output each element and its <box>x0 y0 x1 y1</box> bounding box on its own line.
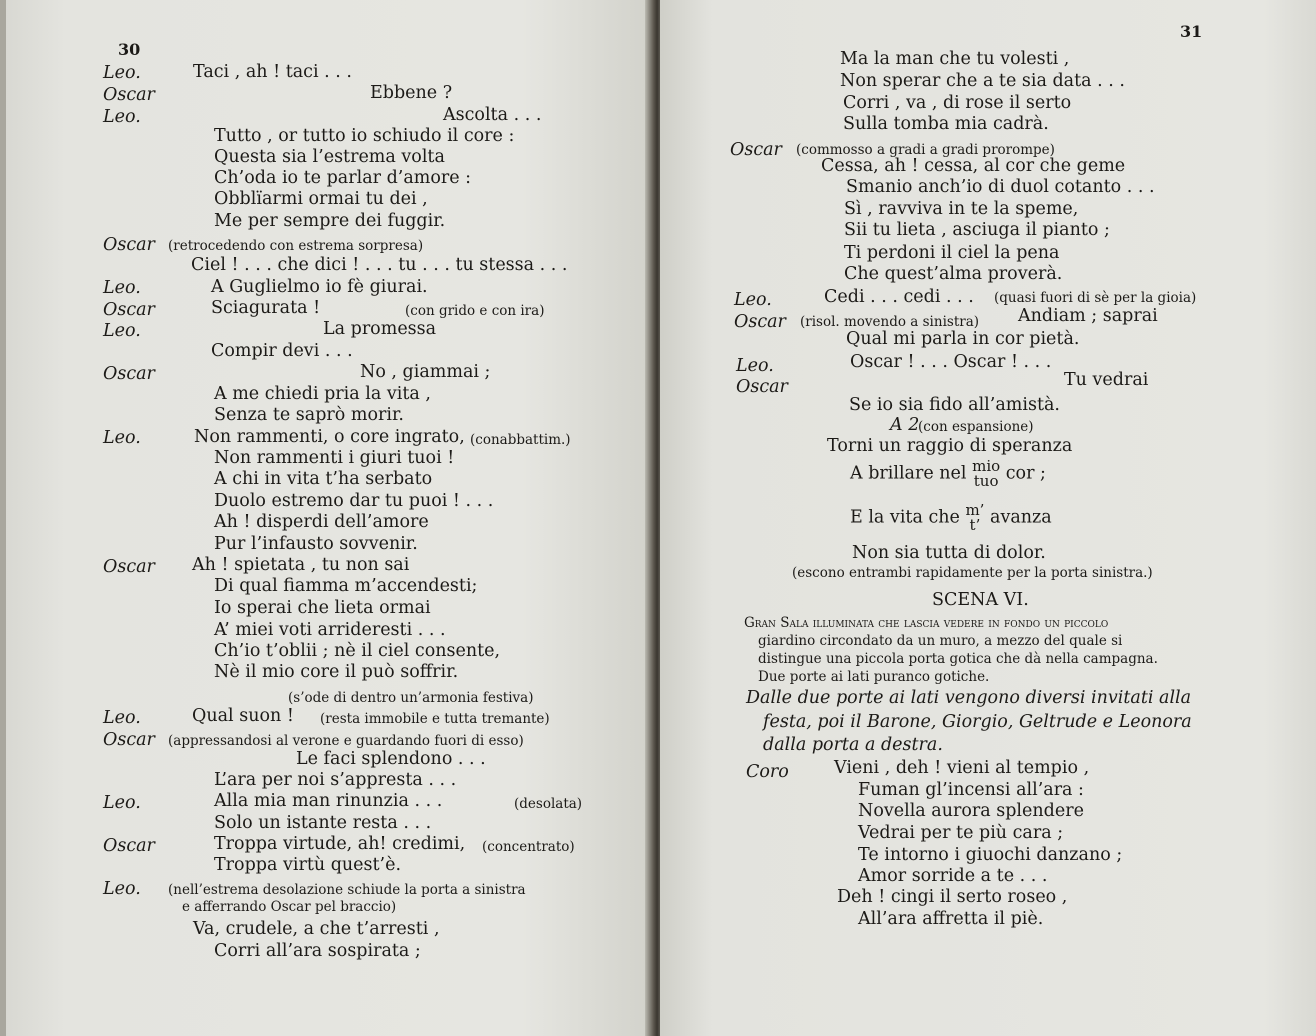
text-after: cor ; <box>1005 463 1046 484</box>
verse-line: Qual suon ! <box>192 706 294 726</box>
verse-line: Cessa, ah ! cessa, al cor che geme <box>821 156 1126 176</box>
right-page <box>660 0 1316 1036</box>
stage-direction: (s’ode di dentro un’armonia festiva) <box>288 690 534 706</box>
verse-line: Ascolta . . . <box>443 105 542 125</box>
verse-line: Non sia tutta di dolor. <box>852 543 1046 563</box>
entrance-note: festa, poi il Barone, Giorgio, Geltrude e Leonora <box>763 712 1192 732</box>
verse-line: Ch’io t’oblii ; nè il ciel consente, <box>214 641 501 661</box>
speaker: Leo. <box>103 879 141 899</box>
verse-line: Qual mi parla in cor pietà. <box>846 329 1080 349</box>
verse-line: Novella aurora splendere <box>858 801 1084 821</box>
verse-line: Fuman gl’incensi all’ara : <box>858 780 1084 800</box>
verse-line: Ebbene ? <box>370 83 453 103</box>
verse-line: Non sperar che a te sia data . . . <box>840 71 1125 91</box>
verse-line: Taci , ah ! taci . . . <box>193 62 352 82</box>
verse-line: Ma la man che tu volesti , <box>840 49 1070 69</box>
stage-direction: (commosso a gradi a gradi prorompe) <box>796 142 1055 158</box>
speaker: Oscar <box>103 557 155 577</box>
verse-line: Me per sempre dei fuggir. <box>214 211 446 231</box>
speaker: Leo. <box>103 278 141 298</box>
scene-description: giardino circondato da un muro, a mezzo del quale si <box>758 633 1123 649</box>
verse-line: Corri all’ara sospirata ; <box>214 941 421 961</box>
verse-line: Obblïarmi ormai tu dei , <box>214 189 428 209</box>
scene-description: Gran Sala illuminata che lascia vedere in fondo un piccolo <box>744 615 1109 631</box>
verse-line: Le faci splendono . . . <box>296 749 486 769</box>
verse-line: Te intorno i giuochi danzano ; <box>858 845 1123 865</box>
verse-line: Corri , va , di rose il serto <box>843 93 1072 113</box>
speaker: Oscar <box>734 312 786 332</box>
verse-line: Vieni , deh ! vieni al tempio , <box>834 758 1090 778</box>
entrance-note: Dalle due porte ai lati vengono diversi invitati alla <box>746 688 1192 708</box>
verse-line: Troppa virtude, ah! credimi, <box>214 834 466 854</box>
speaker: Oscar <box>103 85 155 105</box>
verse-line: Senza te saprò morir. <box>214 405 404 425</box>
stage-direction: (desolata) <box>514 796 583 812</box>
stage-direction: (quasi fuori di sè per la gioia) <box>994 290 1197 306</box>
verse-line: Alla mia man rinunzia . . . <box>214 791 443 811</box>
verse-line: Ah ! spietata , tu non sai <box>192 555 410 575</box>
entrance-note: dalla porta a destra. <box>763 735 943 755</box>
page-number: 30 <box>118 40 141 59</box>
verse-line: All’ara affretta il piè. <box>858 909 1044 929</box>
stacked-variants: m’ t’ <box>965 501 985 534</box>
scene-description: distingue una piccola porta gotica che dà nella campagna. <box>758 651 1158 667</box>
stage-direction: (con espansione) <box>918 419 1034 435</box>
scene-heading: SCENA VI. <box>932 590 1029 610</box>
scene-description: Due porte ai lati puranco gotiche. <box>758 669 990 685</box>
verse-line: A Guglielmo io fè giurai. <box>211 277 428 297</box>
verse-line: Sciagurata ! <box>211 298 321 318</box>
verse-line: Ah ! disperdi dell’amore <box>214 512 429 532</box>
verse-line: Smanio anch’io di duol cotanto . . . <box>846 177 1155 197</box>
verse-line: Cedi . . . cedi . . . <box>824 287 974 307</box>
speaker: Leo. <box>103 793 141 813</box>
verse-line: Torni un raggio di speranza <box>827 436 1073 456</box>
verse-line: Sulla tomba mia cadrà. <box>843 114 1049 134</box>
verse-line: Va, crudele, a che t’arresti , <box>193 919 440 939</box>
verse-line: Di qual fiamma m’accendesti; <box>214 576 478 596</box>
verse-line: Nè il mio core il può soffrir. <box>214 662 459 682</box>
a-due-marker: A 2 <box>890 415 920 435</box>
verse-line: Deh ! cingi il serto roseo , <box>837 887 1068 907</box>
page-edge <box>0 0 6 1036</box>
verse-line: Andiam ; saprai <box>1018 306 1158 326</box>
stage-direction: (concentrato) <box>482 839 575 855</box>
verse-line: Non rammenti, o core ingrato, <box>194 427 465 447</box>
verse-line: Io sperai che lieta ormai <box>214 598 431 618</box>
verse-line: Tu vedrai <box>1064 370 1149 390</box>
verse-line: Amor sorride a te . . . <box>858 866 1048 886</box>
speaker: Oscar <box>103 300 155 320</box>
speaker: Coro <box>746 762 789 782</box>
verse-line: Tutto , or tutto io schiudo il core : <box>214 126 515 146</box>
stacked-variants: mio tuo <box>972 457 1001 490</box>
speaker: Leo. <box>103 107 141 127</box>
verse-line: Compir devi . . . <box>211 341 353 361</box>
stage-direction: (risol. movendo a sinistra) <box>800 314 980 330</box>
stage-direction: e afferrando Oscar pel braccio) <box>182 899 397 915</box>
verse-line: Ch’oda io te parlar d’amore : <box>214 168 472 188</box>
verse-line: Vedrai per te più cara ; <box>858 823 1064 843</box>
speaker: Leo. <box>736 356 774 376</box>
verse-line: Sì , ravviva in te la speme, <box>844 199 1079 219</box>
verse-line-stacked <box>850 459 1046 489</box>
verse-line: A’ miei voti arrideresti . . . <box>214 620 446 640</box>
speaker: Oscar <box>736 377 788 397</box>
verse-line: Solo un istante resta . . . <box>214 813 432 833</box>
stage-direction: (nell’estrema desolazione schiude la porta a sinistra <box>168 882 526 898</box>
verse-line: Questa sia l’estrema volta <box>214 147 445 167</box>
speaker: Oscar <box>103 730 155 750</box>
stage-direction: (conabbattim.) <box>470 432 571 448</box>
verse-line-stacked <box>850 503 1052 533</box>
speaker: Leo. <box>103 708 141 728</box>
page-number: 31 <box>1180 22 1203 41</box>
speaker: Leo. <box>734 290 772 310</box>
speaker: Oscar <box>103 836 155 856</box>
verse-line: Duolo estremo dar tu puoi ! . . . <box>214 491 494 511</box>
stage-direction: (resta immobile e tutta tremante) <box>320 711 550 727</box>
stage-direction: (appressandosi al verone e guardando fuori di esso) <box>168 733 524 749</box>
verse-line: Che quest’alma proverà. <box>844 264 1063 284</box>
speaker: Leo. <box>103 321 141 341</box>
verse-line: Se io sia fido all’amistà. <box>849 395 1060 415</box>
speaker: Leo. <box>103 63 141 83</box>
text-before: A brillare nel <box>850 463 967 484</box>
verse-line: A chi in vita t’ha serbato <box>214 469 433 489</box>
stage-direction: (retrocedendo con estrema sorpresa) <box>168 238 424 254</box>
verse-line: Pur l’infausto sovvenir. <box>214 534 418 554</box>
verse-line: No , giammai ; <box>360 362 491 382</box>
speaker: Oscar <box>103 235 155 255</box>
speaker: Oscar <box>103 364 155 384</box>
text-after: avanza <box>990 507 1052 528</box>
verse-line: Troppa virtù quest’è. <box>214 855 402 875</box>
verse-line: Ciel ! . . . che dici ! . . . tu . . . tu stessa . . . <box>191 255 568 275</box>
verse-line: Oscar ! . . . Oscar ! . . . <box>850 352 1052 372</box>
stage-direction: (escono entrambi rapidamente per la porta sinistra.) <box>792 565 1153 581</box>
verse-line: Non rammenti i giuri tuoi ! <box>214 448 455 468</box>
left-page <box>0 0 652 1036</box>
verse-line: A me chiedi pria la vita , <box>214 384 431 404</box>
verse-line: L’ara per noi s’appresta . . . <box>214 770 457 790</box>
speaker: Leo. <box>103 428 141 448</box>
stage-direction: (con grido e con ira) <box>405 303 545 319</box>
verse-line: La promessa <box>323 319 437 339</box>
verse-line: Sii tu lieta , asciuga il pianto ; <box>844 220 1110 240</box>
speaker: Oscar <box>730 140 782 160</box>
text-before: E la vita che <box>850 507 960 528</box>
verse-line: Ti perdoni il ciel la pena <box>844 243 1060 263</box>
